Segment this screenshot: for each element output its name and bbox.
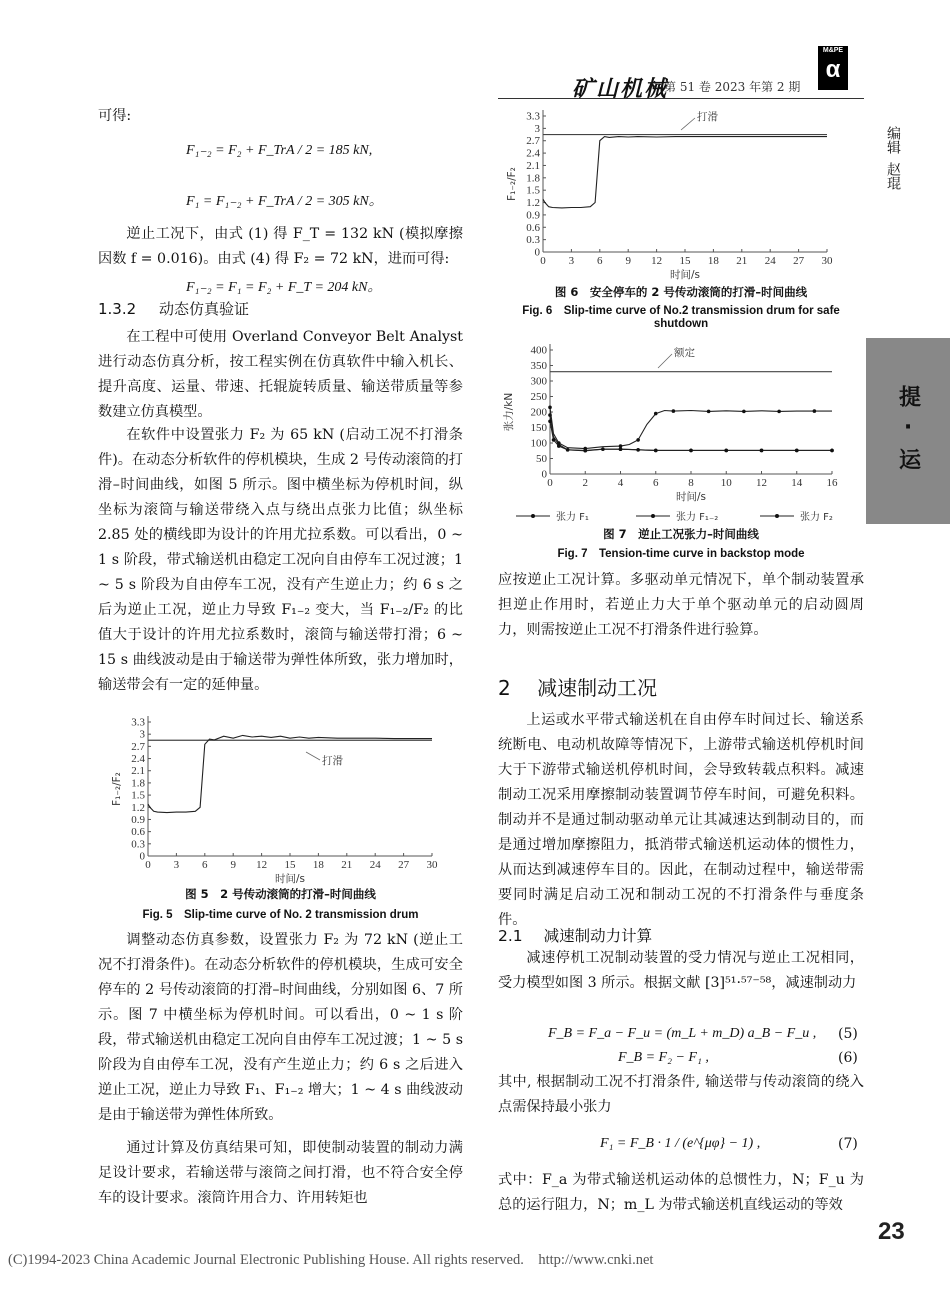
annotation-leader: [681, 118, 695, 130]
y-tick-label: 250: [530, 391, 547, 403]
series-point: [548, 420, 552, 424]
x-tick-label: 30: [821, 255, 833, 267]
equation-5-number: (5): [838, 1026, 858, 1042]
x-tick-label: 15: [679, 255, 691, 267]
series-point: [707, 410, 711, 414]
x-tick-label: 12: [651, 255, 663, 267]
y-tick-label: 150: [530, 422, 547, 434]
x-tick-label: 6: [653, 477, 659, 489]
left-para-software: 在工程中可使用 Overland Conveyor Belt Analyst 进行动态仿真分析，按工程实例在仿真软件中输入机长、提升高度、运量、带速、托辊旋转质量、输送带质量等参数建立仿真模型。: [98, 329, 463, 420]
x-axis-label: 时间/s: [669, 269, 701, 280]
equation-7-number: (7): [838, 1136, 858, 1152]
y-tick-label: 50: [536, 453, 547, 465]
equation-5: F_B = F_a − F_u = (m_L + m_D) a_B − F_u ,: [548, 1026, 817, 1041]
fig7-chart: [498, 342, 848, 524]
fig5-caption-en: Fig. 5 Slip-time curve of No. 2 transmission drum: [142, 909, 419, 921]
threshold-annotation: 打滑: [697, 111, 718, 123]
fig5-chart: [110, 712, 450, 884]
series-point: [830, 449, 834, 453]
y-tick-label: 2.4: [131, 753, 145, 766]
y-tick-label: 0: [139, 850, 145, 863]
series-point: [795, 449, 799, 453]
x-tick-label: 0: [145, 859, 151, 871]
y-tick-label: 3: [139, 728, 145, 741]
editor-label: 编辑: [885, 126, 901, 154]
x-tick-label: 10: [720, 477, 732, 489]
y-tick-label: 200: [530, 406, 547, 419]
series-point: [619, 447, 623, 451]
copyright-footer: (C)1994-2023 China Academic Journal Electronic Publishing House. All rights reserved. http://www.cnki.net: [8, 1252, 654, 1268]
series-line: [550, 415, 832, 451]
threshold-annotation: 打滑: [322, 755, 343, 767]
x-tick-label: 2: [582, 477, 588, 489]
header-rule: [498, 98, 864, 99]
series-point: [583, 449, 587, 453]
fig6-chart: [505, 108, 845, 280]
equation-6: F_B = F₂ − F₁ ,: [618, 1050, 709, 1065]
y-tick-label: 1.5: [526, 184, 540, 197]
x-axis-label: 时间/s: [274, 873, 306, 884]
x-tick-label: 21: [341, 859, 353, 871]
x-tick-label: 6: [202, 859, 208, 871]
left-intro: 可得:: [98, 108, 132, 124]
logo-letter: α: [825, 56, 841, 83]
equation-f12-backstop: F₁₋₂ = F₁ = F₂ + F_T = 204 kN。: [186, 280, 382, 295]
editor-name: 赵琨: [885, 162, 901, 190]
series-point: [552, 438, 556, 442]
y-tick-label: 2.1: [526, 159, 540, 172]
right-para-symbols: 式中：F_a 为带式输送机运动体的总惯性力，N；F_u 为总的运行阻力，N；m_L 为带式输送机直线运动的等效: [498, 1172, 864, 1213]
x-tick-label: 12: [256, 859, 268, 871]
series-point: [654, 449, 658, 453]
y-tick-label: 0.6: [131, 826, 145, 839]
journal-issue: 第 51 卷 2023 年第 2 期: [664, 80, 801, 94]
right-para-min-tension: 其中, 根据制动工况不打滑条件, 输送带与传动滚筒的绕入点需保持最小张力: [498, 1074, 864, 1115]
series-point: [654, 412, 658, 416]
left-para-adjust: 调整动态仿真参数，设置张力 F₂ 为 72 kN (逆止工况不打滑条件)。在动态分析软件的停机模块，生成可安全停车的 2 号传动滚筒的打滑–时间曲线，分别如图 6、7 所示。图 7 中横坐标为停机时间。可以看出，0 ~ 1 s 阶段，带式输送机由稳定工况向自由停车工况过渡；1 ~ 5 s 阶段为自由停车工况，没有产生逆止力；约 6 s 之后进入逆止工况，逆止力导致 F₁、F₁₋₂ 增大；1 ~ 4 s 曲线波动是由于输送带为弹性体所致。: [98, 932, 463, 1123]
x-tick-label: 14: [791, 477, 803, 489]
y-tick-label: 3.3: [526, 110, 540, 123]
annotation-leader: [306, 752, 320, 760]
x-tick-label: 30: [426, 859, 438, 871]
x-tick-label: 16: [826, 477, 838, 489]
section-heading-1-3-2: [98, 298, 249, 319]
section-number: 1.3.2: [98, 300, 137, 318]
section-tab-label: 提·运: [895, 384, 921, 478]
x-tick-label: 3: [173, 859, 180, 871]
x-tick-label: 18: [312, 859, 324, 871]
heading-2-number: 2: [498, 676, 511, 700]
y-tick-label: 2.7: [526, 135, 540, 148]
series-point: [742, 410, 746, 414]
equation-7: F₁ = F_B · 1 / (e^{μφ} − 1) ,: [600, 1136, 761, 1151]
series-point: [636, 448, 640, 452]
y-tick-label: 1.5: [131, 789, 145, 802]
y-axis-label: 张力/kN: [503, 392, 515, 432]
right-para-braking: 上运或水平带式输送机在自由停车时间过长、输送系统断电、电动机故障等情况下，上游带式输送机停机时间大于下游带式输送机停机时间，会导致转载点积料。减速制动工况采用摩擦制动装置调节停车时间，可避免积料。制动并不是通过制动驱动单元让其减速达到制动目的，而是通过增加摩擦阻力，抵消带式输送机运动体的惯性力，从而达到减速停车目的。因此，在制动过程中，输送带需要同时满足启动工况和制动工况的不打滑条件与垂度条件。: [498, 712, 864, 928]
y-tick-label: 0: [534, 246, 540, 259]
x-tick-label: 0: [547, 477, 553, 489]
sidebar-editor: [882, 126, 904, 190]
series-point: [601, 447, 605, 451]
y-tick-label: 0.9: [526, 209, 540, 222]
x-tick-label: 6: [597, 255, 603, 267]
y-tick-label: 0: [541, 468, 547, 481]
y-tick-label: 2.7: [131, 740, 145, 753]
legend-marker: [651, 514, 655, 518]
journal-name: 矿山机械: [572, 76, 669, 102]
x-tick-label: 21: [736, 255, 748, 267]
left-para-fig5-desc: 在软件中设置张力 F₂ 为 65 kN (启动工况不打滑条件)。在动态分析软件的停机模块，生成 2 号传动滚筒的打滑–时间曲线，如图 5 所示。图中横坐标为停机时间，纵坐标为滚筒与输送带绕入点与绕出点张力比值；纵坐标 2.85 处的横线即为设计的许用尤拉系数。可以看出，0 ~ 1 s 阶段，带式输送机由稳定工况向自由停车工况过渡；1 ~ 5 s 阶段为自由停车工况，没有产生逆止力；约 6 s 之后为逆止工况，逆止力导致 F₁₋₂ 变大，当 F₁₋₂/F₂ 的比值大于设计的许用尤拉系数时，滚筒与输送带打滑；6 ~ 15 s 曲线波动是由于输送带为弹性体所致，张力增加时，输送带会有一定的延伸量。: [98, 427, 463, 693]
y-tick-label: 0.3: [131, 838, 145, 851]
x-tick-label: 15: [284, 859, 296, 871]
series-line: [148, 735, 432, 812]
section-tab: [866, 338, 950, 524]
equation-f1: F₁ = F₁₋₂ + F_TrA / 2 = 305 kN。: [186, 194, 383, 209]
x-tick-label: 9: [230, 859, 236, 871]
x-tick-label: 8: [688, 477, 694, 489]
heading-2: [498, 672, 657, 701]
right-para-force: 减速停机工况制动装置的受力情况与逆止工况相同，受力模型如图 3 所示。根据文献 [3]⁵¹·⁵⁷⁻⁵⁸，减速制动力: [498, 950, 864, 991]
fig7-caption-cn: 图 7 逆止工况张力–时间曲线: [603, 527, 759, 541]
y-tick-label: 0.9: [131, 813, 145, 826]
fig7-caption-en: Fig. 7 Tension-time curve in backstop mode: [557, 548, 805, 560]
series-point: [672, 409, 676, 413]
series-point: [619, 444, 623, 448]
x-tick-label: 9: [625, 255, 631, 267]
logo-text: M&PE: [822, 47, 844, 54]
series-point: [724, 449, 728, 453]
equation-f12: F₁₋₂ = F₂ + F_TrA / 2 = 185 kN,: [186, 143, 373, 158]
x-tick-label: 0: [540, 255, 546, 267]
series-line: [550, 407, 832, 448]
fig6-caption-en: Fig. 6 Slip-time curve of No.2 transmission drum for safe shutdown: [522, 305, 840, 330]
x-tick-label: 24: [369, 859, 381, 871]
equation-6-number: (6): [838, 1050, 858, 1066]
y-tick-label: 3: [534, 122, 540, 135]
x-tick-label: 4: [617, 477, 624, 489]
series-point: [548, 406, 552, 410]
y-tick-label: 350: [530, 360, 547, 372]
fig5-caption-cn: 图 5 2 号传动滚筒的打滑–时间曲线: [185, 887, 376, 901]
x-tick-label: 18: [707, 255, 719, 267]
y-tick-label: 2.1: [131, 765, 145, 778]
legend-label: 张力 F₁: [556, 512, 589, 523]
series-point: [689, 449, 693, 453]
left-para-backstop: 逆止工况下，由式 (1) 得 F_T = 132 kN (模拟摩擦因数 f = 0.016)。由式 (4) 得 F₂ = 72 kN，进而可得:: [98, 226, 463, 267]
right-para-continued: 应按逆止工况计算。多驱动单元情况下，单个制动装置承担逆止作用时，若逆止力大于单个驱动单元的启动圆周力，则需按逆止工况不打滑条件进行验算。: [498, 572, 864, 638]
legend-label: 张力 F₁₋₂: [676, 512, 719, 523]
x-axis-label: 时间/s: [675, 491, 707, 503]
x-tick-label: 12: [756, 477, 767, 489]
y-tick-label: 300: [530, 375, 547, 388]
y-tick-label: 400: [530, 344, 547, 357]
section-title: 动态仿真验证: [158, 300, 249, 318]
fig6-caption-cn: 图 6 安全停车的 2 号传动滚筒的打滑–时间曲线: [554, 285, 808, 299]
heading-2-title: 减速制动工况: [537, 676, 658, 700]
series-point: [760, 449, 764, 453]
y-tick-label: 1.8: [526, 172, 540, 185]
legend-label: 张力 F₂: [800, 512, 833, 523]
x-tick-label: 27: [793, 255, 805, 267]
y-tick-label: 1.8: [131, 777, 145, 790]
y-tick-label: 0.3: [526, 234, 540, 247]
x-tick-label: 24: [764, 255, 776, 267]
y-axis-label: F₁₋₂/F₂: [111, 772, 123, 806]
series-point: [636, 438, 640, 442]
y-tick-label: 1.2: [131, 801, 145, 814]
series-line: [550, 421, 832, 450]
y-tick-label: 2.4: [526, 147, 540, 160]
legend-marker: [775, 514, 779, 518]
series-point: [813, 409, 817, 413]
heading-2-1-title: 减速制动力计算: [543, 927, 653, 945]
heading-2-1-number: 2.1: [498, 927, 523, 945]
series-point: [777, 410, 781, 414]
y-tick-label: 0.6: [526, 221, 540, 234]
y-tick-label: 100: [530, 437, 547, 450]
page-number: 23: [878, 1218, 905, 1245]
left-para-conclusion: 通过计算及仿真结果可知，即使制动装置的制动力满足设计要求，若输送带与滚筒之间打滑，也不符合安全停车的设计要求。滚筒许用合力、许用转矩也: [98, 1140, 463, 1206]
legend-marker: [531, 514, 535, 518]
y-tick-label: 3.3: [131, 716, 145, 729]
series-line: [543, 137, 827, 208]
y-axis-label: F₁₋₂/F₂: [506, 167, 518, 201]
annotation-leader: [658, 354, 672, 368]
x-tick-label: 27: [398, 859, 410, 871]
x-tick-label: 3: [568, 255, 575, 267]
series-point: [557, 444, 561, 448]
heading-2-1: [498, 924, 652, 946]
journal-logo: [818, 46, 848, 90]
y-tick-label: 1.2: [526, 197, 540, 210]
threshold-annotation: 额定: [674, 347, 695, 359]
series-point: [566, 448, 570, 452]
